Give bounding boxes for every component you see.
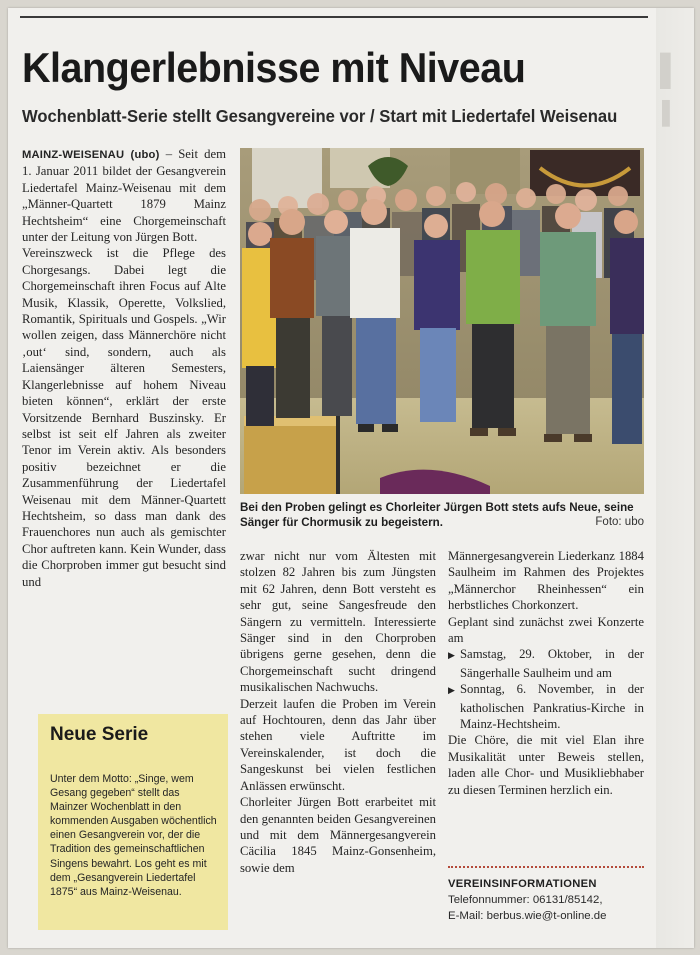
top-rule bbox=[20, 16, 648, 18]
paragraph: Derzeit laufen die Proben im Verein auf Hochtouren, denn das Jahr über stehen viele Auftritte im Vereinskalender, ist doch die Sangeskunst bei vielen festlichen Anlässen erwünscht. bbox=[240, 696, 436, 793]
concert-date-item: ▶ Samstag, 29. Oktober, in der Sängerhalle Saulheim und am bbox=[448, 647, 644, 680]
paragraph: Männergesangverein Liederkanz 1884 Saulheim im Rahmen des Projektes „Männerchor Rheinhessen“ ein herbstliches Chorkonzert. bbox=[448, 549, 644, 613]
article-column-1 bbox=[22, 146, 226, 590]
paragraph: Geplant sind zunächst zwei Konzerte am bbox=[448, 614, 644, 646]
article-column-2 bbox=[240, 548, 436, 876]
triangle-bullet-icon: ▶ bbox=[448, 686, 455, 697]
club-phone: Telefonnummer: 06131/85142, bbox=[448, 894, 603, 906]
headline: Klangerlebnisse mit Niveau bbox=[22, 44, 526, 91]
paragraph: Die Chöre, die mit viel Elan ihre Musikalität unter Beweis stellen, laden alle Chor- und Musikliebhaber zu diesen Terminen herzlich ein. bbox=[448, 733, 644, 797]
lead-paragraph: MAINZ-WEISENAU (ubo) – Seit dem 1. Januar 2011 bildet der Gesangverein Liedertafel Mainz-Weisenau mit dem „Männer-Quartett 1879 Mainz Hechtsheim“ eine Chorgemeinschaft unter der Leitung von Jürgen Bott. bbox=[22, 147, 226, 245]
choir-group-image bbox=[240, 148, 644, 494]
paragraph: zwar nicht nur vom Ältesten mit stolzen 82 Jahren bis zum Jüngsten mit 62 Jahren, denn Bott versteht es sehr gut, seine Sangesfreude den Sängern zu vermitteln. Interessierte Sänger sind in den Chorproben übrigens gerne gesehen, denn die Chorgemeinschaft sucht dringend musikalischen Nachwuchs. bbox=[240, 549, 436, 695]
newspaper-page bbox=[8, 8, 694, 948]
dateline: MAINZ-WEISENAU (ubo) bbox=[22, 149, 160, 161]
choir-photo bbox=[240, 148, 644, 494]
new-series-box bbox=[38, 714, 228, 930]
photo-credit: Foto: ubo bbox=[595, 516, 644, 528]
club-info-title: VEREINSINFORMATIONEN bbox=[448, 878, 597, 890]
photo-caption: Bei den Proben gelingt es Chorleiter Jürgen Bott stets aufs Neue, seine Sänger für Chormusik zu begeistern. bbox=[240, 501, 634, 529]
box-title: Neue Serie bbox=[50, 724, 149, 745]
club-email: E-Mail: berbus.wie@t-online.de bbox=[448, 910, 607, 922]
paragraph: Chorleiter Jürgen Bott erarbeitet mit den genannten beiden Gesangvereinen und mit dem Männergesangverein Cäcilia 1845 Mainz-Gonsenheim, sowie dem bbox=[240, 795, 436, 875]
subheadline: Wochenblatt-Serie stellt Gesangvereine vor / Start mit Liedertafel Weisenau bbox=[22, 106, 618, 126]
concert-date-item: ▶ Sonntag, 6. November, in der katholischen Pankratius-Kirche in Mainz-Hechtsheim. bbox=[448, 682, 644, 732]
adjacent-page-edge: ▌ ▌ bbox=[656, 8, 694, 948]
dotted-divider bbox=[448, 866, 644, 868]
box-text: Unter dem Motto: „Singe, wem Gesang gegeben“ stellt das Mainzer Wochenblatt in den kommenden Ausgaben wöchentlich einen Gesangverein vor, der die Tradition des gemeinschaftlichen Singens bewahrt. Los geht es mit dem „Gesangverein Liedertafel 1875“ aus Mainz-Weisenau. bbox=[50, 773, 217, 898]
article-column-3 bbox=[448, 548, 644, 798]
paragraph: Vereinszweck ist die Pflege des Chorgesangs. Dabei legt die Chorgemeinschaft ihren Focus auf Alte Musik, Klassik, Operette, Volkslied, Romantik, Spirituals und Gospels. „Wir wollen zeigen, dass Männerchöre nicht ‚out‘ sind, sondern, auch als Laiensänger älteren Semesters, Klangerlebnisse auf hohem Niveau bieten können“, erklärt der erste Vorsitzende Bernhard Buszinsky. Er selbst ist seit elf Jahren als zweiter Tenor im Verein aktiv. Als besonders positiv bezeichnet er die Zusammenführung der Liedertafel Weisenau mit dem Männer-Quartett Hechtsheim, so dass man dank des Frauenchores nun auch als gemischter Chor auftreten kann. Kein Wunder, dass die Chorproben immer gut besucht sind und bbox=[22, 246, 226, 589]
triangle-bullet-icon: ▶ bbox=[448, 651, 455, 662]
